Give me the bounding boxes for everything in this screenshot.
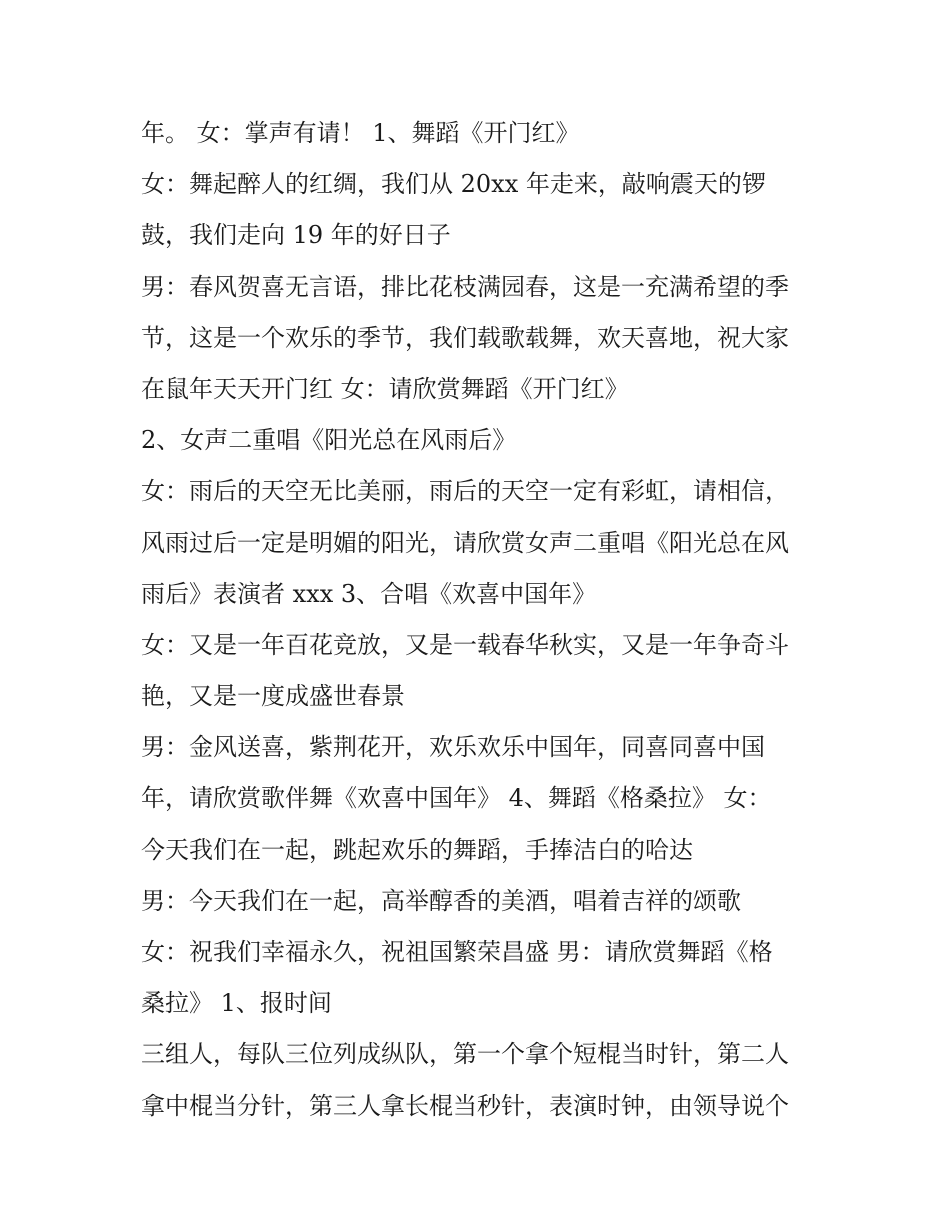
text-line: 节，这是一个欢乐的季节，我们载歌载舞，欢天喜地，祝大家 bbox=[141, 323, 789, 352]
text-line: 女：舞起醉人的红绸，我们从 20xx 年走来，敲响震天的锣 bbox=[141, 170, 766, 199]
text-line: 女：雨后的天空无比美丽，雨后的天空一定有彩虹，请相信， bbox=[141, 477, 789, 506]
text-line: 年。 女：掌声有请！ 1、舞蹈《开门红》 bbox=[141, 119, 580, 147]
text-line: 艳，又是一度成盛世春景 bbox=[141, 682, 405, 711]
text-line: 女：祝我们幸福永久，祝祖国繁荣昌盛 男：请欣赏舞蹈《格 bbox=[141, 938, 773, 966]
text-line: 雨后》表演者 xxx 3、合唱《欢喜中国年》 bbox=[141, 579, 597, 608]
text-line: 风雨过后一定是明媚的阳光，请欣赏女声二重唱《阳光总在风 bbox=[141, 528, 789, 557]
text-line: 桑拉》 1、报时间 bbox=[141, 989, 332, 1018]
text-line: 男：今天我们在一起，高举醇香的美酒，唱着吉祥的颂歌 bbox=[141, 886, 741, 915]
text-line: 在鼠年天天开门红 女：请欣赏舞蹈《开门红》 bbox=[141, 374, 629, 403]
text-line: 三组人，每队三位列成纵队，第一个拿个短棍当时针，第二人 bbox=[141, 1040, 789, 1069]
text-line: 男：春风贺喜无言语，排比花枝满园春，这是一充满希望的季 bbox=[141, 272, 789, 301]
text-line: 女：又是一年百花竞放，又是一载春华秋实，又是一年争奇斗 bbox=[141, 630, 789, 659]
text-line: 鼓，我们走向 19 年的好日子 bbox=[141, 221, 451, 250]
text-line: 2、女声二重唱《阳光总在风雨后》 bbox=[141, 426, 517, 455]
document-body bbox=[141, 108, 831, 1132]
text-line: 男：金风送喜，紫荆花开，欢乐欢乐中国年，同喜同喜中国 bbox=[141, 733, 765, 762]
text-line: 拿中棍当分针，第三人拿长棍当秒针，表演时钟，由领导说个 bbox=[141, 1091, 789, 1120]
text-line: 今天我们在一起，跳起欢乐的舞蹈，手捧洁白的哈达 bbox=[141, 835, 693, 864]
text-line: 年，请欣赏歌伴舞《欢喜中国年》 4、舞蹈《格桑拉》 女： bbox=[141, 784, 772, 813]
